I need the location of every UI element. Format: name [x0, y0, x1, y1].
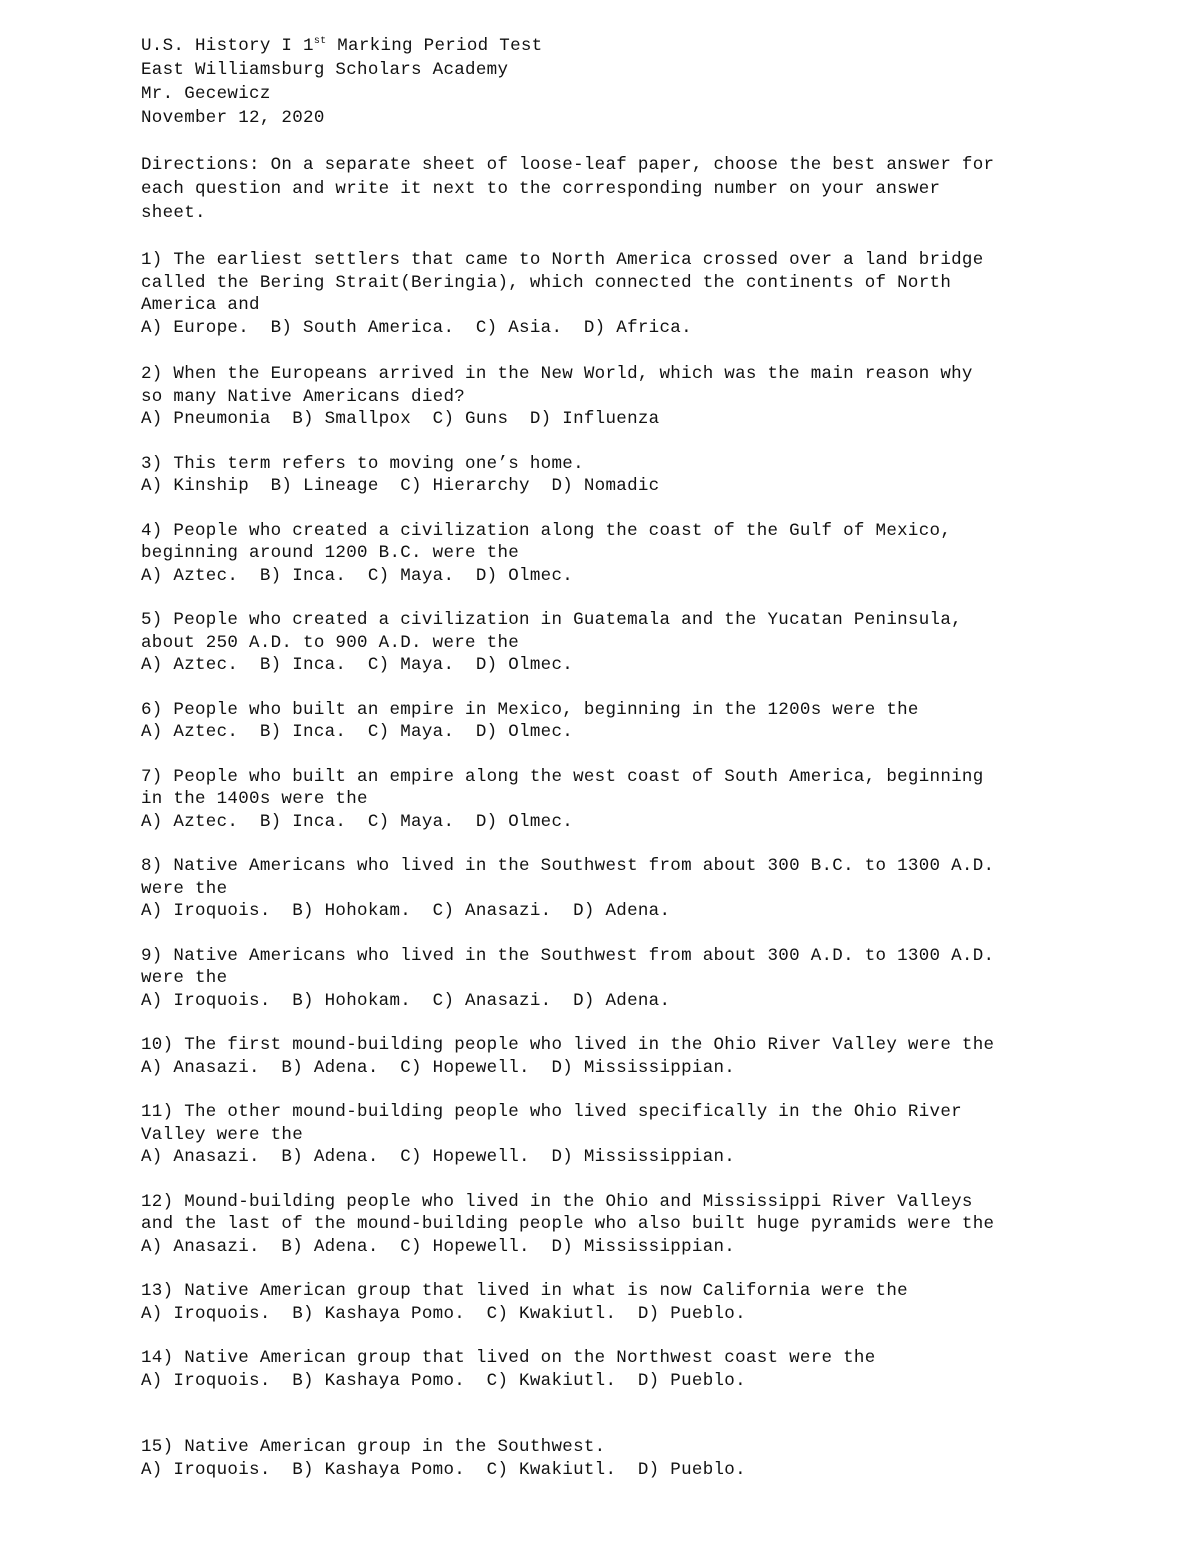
spacer [141, 1258, 1101, 1280]
answer-choices: A) Iroquois. B) Kashaya Pomo. C) Kwakiutl. D) Pueblo. [141, 1370, 746, 1391]
question-text: in the 1400s were the [141, 789, 368, 809]
spacer [141, 744, 1101, 766]
title-text-end: Marking Period Test [326, 36, 543, 56]
spacer [141, 498, 1101, 520]
test-title [141, 34, 1101, 58]
answer-choices: A) Anasazi. B) Adena. C) Hopewell. D) Mississippian. [141, 1236, 736, 1257]
question-text: were the [141, 878, 228, 899]
spacer [141, 431, 1101, 453]
spacer [141, 339, 1101, 363]
question-text: America and [141, 295, 260, 315]
question-text: 8) Native Americans who lived in the Southwest from about 300 B.C. to 1300 A.D. [141, 856, 995, 876]
question-text: 15) Native American group in the Southwest. [141, 1437, 606, 1457]
answer-choices: A) Aztec. B) Inca. C) Maya. D) Olmec. [141, 722, 574, 742]
question-text: 10) The first mound-building people who lived in the Ohio River Valley were the [141, 1035, 995, 1055]
question-text: and the last of the mound-building people who also built huge pyramids were the [141, 1214, 995, 1234]
title-superscript: st [313, 36, 327, 47]
question-item [141, 609, 1101, 677]
question-text: Valley were the [141, 1124, 304, 1145]
answer-choices: A) Iroquois. B) Kashaya Pomo. C) Kwakiutl. D) Pueblo. [141, 1303, 746, 1324]
spacer [141, 1169, 1101, 1191]
teacher-name: Mr. Gecewicz [141, 84, 271, 104]
spacer [141, 587, 1101, 609]
answer-choices: A) Aztec. B) Inca. C) Maya. D) Olmec. [141, 811, 574, 832]
question-item [141, 699, 1101, 744]
test-document [141, 34, 1101, 1481]
question-item [141, 453, 1101, 498]
question-text: 13) Native American group that lived in what is now California were the [141, 1281, 908, 1301]
question-item [141, 766, 1101, 834]
question-text: 2) When the Europeans arrived in the New World, which was the main reason why [141, 364, 973, 384]
question-text: so many Native Americans died? [141, 386, 466, 407]
test-body [141, 130, 1101, 1481]
question-item [141, 855, 1101, 923]
answer-choices: A) Aztec. B) Inca. C) Maya. D) Olmec. [141, 655, 574, 675]
question-item [141, 1280, 1101, 1325]
directions-line: Directions: On a separate sheet of loose-leaf paper, choose the best answer for [141, 155, 995, 175]
question-text: 12) Mound-building people who lived in the Ohio and Mississippi River Valleys [141, 1191, 973, 1212]
question-text: 11) The other mound-building people who lived specifically in the Ohio River [141, 1102, 962, 1122]
spacer [141, 130, 1101, 153]
question-text: 5) People who created a civilization in Guatemala and the Yucatan Peninsula, [141, 610, 962, 630]
spacer [141, 923, 1101, 945]
answer-choices: A) Aztec. B) Inca. C) Maya. D) Olmec. [141, 565, 574, 586]
question-text: beginning around 1200 B.C. were the [141, 543, 520, 563]
question-text: 3) This term refers to moving one’s home. [141, 453, 584, 474]
spacer [141, 1079, 1101, 1101]
question-text: 6) People who built an empire in Mexico, beginning in the 1200s were the [141, 699, 919, 720]
question-text: about 250 A.D. to 900 A.D. were the [141, 632, 520, 653]
question-item [141, 363, 1101, 431]
question-text: 14) Native American group that lived on the Northwest coast were the [141, 1348, 876, 1368]
spacer [141, 1012, 1101, 1034]
answer-choices: A) Iroquois. B) Hohokam. C) Anasazi. D) Adena. [141, 990, 671, 1011]
directions-line: each question and write it next to the corresponding number on your answer [141, 179, 941, 199]
answer-choices: A) Anasazi. B) Adena. C) Hopewell. D) Mississippian. [141, 1057, 736, 1078]
question-item [141, 1034, 1101, 1079]
question-item [141, 520, 1101, 588]
question-item [141, 1436, 1101, 1481]
answer-choices: A) Kinship B) Lineage C) Hierarchy D) Nomadic [141, 476, 660, 496]
directions-line: sheet. [141, 203, 206, 223]
question-text: 1) The earliest settlers that came to North America crossed over a land bridge [141, 250, 984, 270]
question-item [141, 249, 1101, 339]
answer-choices: A) Iroquois. B) Kashaya Pomo. C) Kwakiutl. D) Pueblo. [141, 1459, 746, 1480]
spacer [141, 225, 1101, 249]
answer-choices: A) Anasazi. B) Adena. C) Hopewell. D) Mississippian. [141, 1147, 736, 1167]
directions [141, 153, 1101, 225]
question-text: were the [141, 968, 228, 988]
question-text: 7) People who built an empire along the west coast of South America, beginning [141, 766, 984, 787]
question-item [141, 945, 1101, 1013]
spacer [141, 833, 1101, 855]
answer-choices: A) Europe. B) South America. C) Asia. D) Africa. [141, 317, 692, 338]
title-text: U.S. History I 1 [141, 36, 314, 56]
answer-choices: A) Pneumonia B) Smallpox C) Guns D) Influenza [141, 409, 660, 429]
spacer [141, 677, 1101, 699]
question-text: called the Bering Strait(Beringia), which connected the continents of North [141, 272, 952, 293]
answer-choices: A) Iroquois. B) Hohokam. C) Anasazi. D) Adena. [141, 901, 671, 921]
spacer [141, 1325, 1101, 1347]
question-item [141, 1101, 1101, 1169]
test-date: November 12, 2020 [141, 108, 325, 128]
question-item [141, 1191, 1101, 1259]
school-name: East Williamsburg Scholars Academy [141, 60, 509, 80]
question-text: 4) People who created a civilization along the coast of the Gulf of Mexico, [141, 520, 952, 541]
question-item [141, 1347, 1101, 1392]
question-text: 9) Native Americans who lived in the Southwest from about 300 A.D. to 1300 A.D. [141, 945, 995, 966]
spacer [141, 1392, 1101, 1436]
